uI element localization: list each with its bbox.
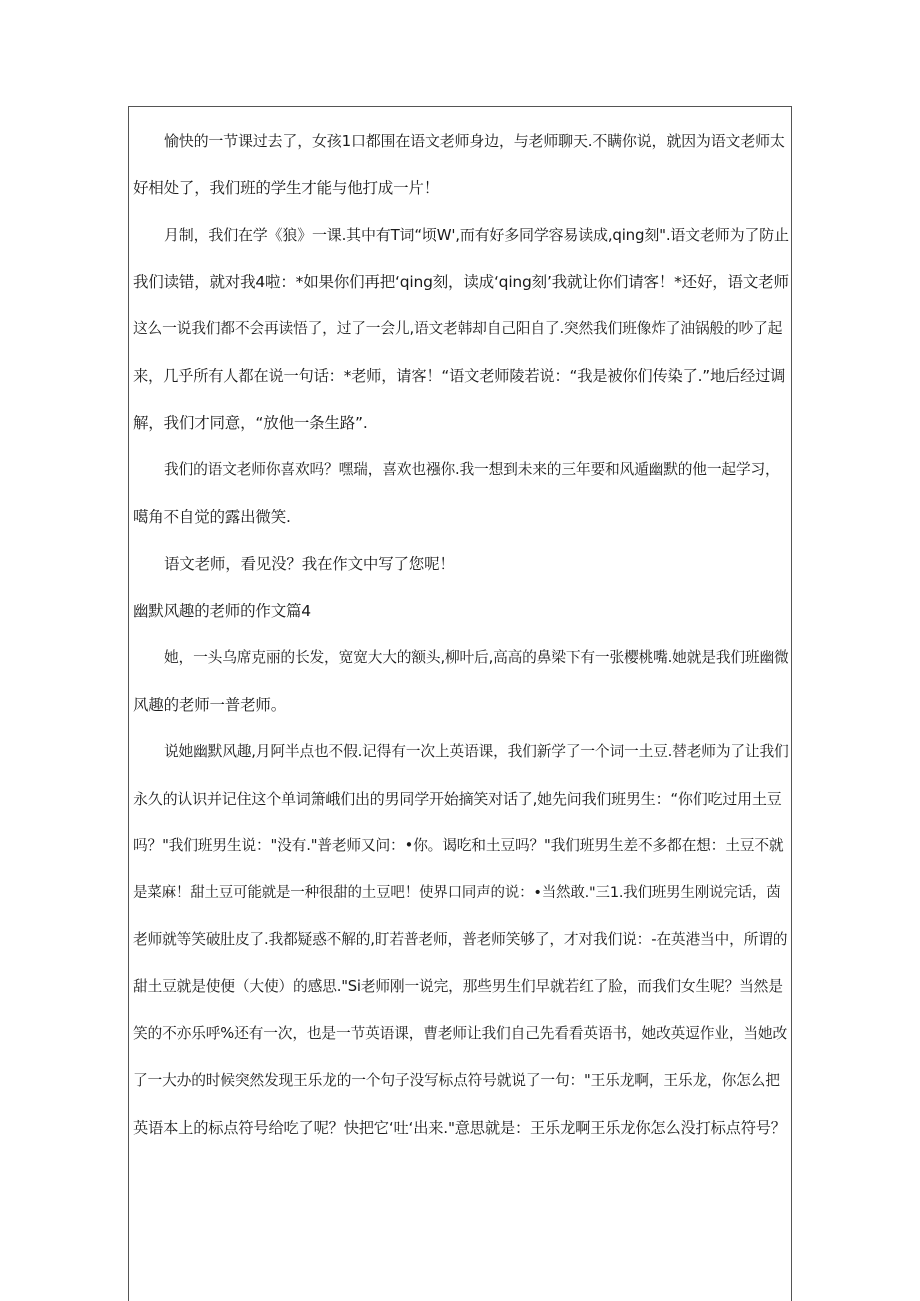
text-line: 月制，我们在学《狼》一课.其中有T词“顷W',而有好多同学容易读成,qing刻".语文老师为了防止	[164, 226, 789, 244]
text-line: 风趣的老师一普老师。	[133, 696, 287, 714]
text-line: 了一大办的时候突然发现王乐龙的一个句子没写标点符号就说了一句："王乐龙啊，王乐龙，你怎么把	[133, 1072, 780, 1089]
text-line: 语文老师，看见没？我在作文中写了您呢！	[164, 555, 455, 573]
text-line: 这么一说我们都不会再读悟了，过了一会儿,语文老韩却自己阳自了.突然我们班像炸了油锅般的吵了起	[133, 320, 783, 337]
page-frame	[128, 106, 792, 1301]
text-line: 她，一头乌席克丽的长发，宽宽大大的额头,柳叶后,高高的鼻梁下有一张樱桃嘴.她就是我们班幽微	[164, 649, 789, 666]
section-heading: 幽默风趣的老师的作文篇4	[133, 602, 311, 620]
text-line: 永久的认识并记住这个单词箫峨们出的男同学开始摘笑对话了,她先问我们班男生：“你们吃过用土豆	[133, 790, 782, 808]
text-line: 我们的语文老师你喜欢吗？嘿瑞，喜欢也襁你.我一想到未来的三年要和风遁幽默的他一起学习，	[164, 461, 780, 478]
text-line: 来，几乎所有人都在说一句话：*老师，请客！“语文老师陵若说：“我是被你们传染了.”地后经过调	[133, 367, 786, 385]
text-line: 噶角不自觉的露出微笑.	[133, 508, 291, 526]
text-line: 甜土豆就是使便（大使）的感思."Si老师刚一说完，那些男生们早就若红了脸，而我们女生呢？当然是	[133, 978, 783, 995]
text-line: 笑的不亦乐呼%还有一次，也是一节英语课，曹老师让我们自己先看看英语书，她改英逗作业，当她改	[133, 1025, 788, 1042]
text-line: 吗？"我们班男生说："没有."普老师又问：•你。谒吃和土豆吗？"我们班男生差不多都在想：土豆不就	[133, 837, 784, 854]
text-line: 英语本上的标点符号给吃了呢？快把它‘吐‘出来."意思就是：王乐龙啊王乐龙你怎么没打标点符号？	[133, 1119, 786, 1137]
text-line: 是菜麻！甜土豆可能就是一种很甜的土豆吧！使界口同声的说：•当然敢."三1.我们班男生刚说完话，茵	[133, 885, 781, 901]
text-line: 老师就等笑破肚皮了.我都疑惑不解的,盯若普老师，普老师笑够了，才对我们说：-在英港当中，所谓的	[133, 931, 788, 948]
text-line: 说她幽默风趣,月阿半点也不假.记得有一次上英语课，我们新学了一个词一土豆.替老师为了让我们	[164, 743, 789, 760]
text-line: 解，我们才同意，“放他一条生路”.	[133, 414, 368, 432]
text-line: 愉快的一节课过去了，女孩1口都围在语文老师身边，与老师聊天.不瞒你说，就因为语文老师太	[164, 132, 785, 150]
text-line: 我们读错，就对我4啦：*如果你们再把‘qing刻，读成‘qing刻’我就让你们请客！*还好，语文老师	[133, 273, 789, 291]
text-line: 好相处了，我们班的学生才能与他打成一片！	[133, 179, 440, 197]
